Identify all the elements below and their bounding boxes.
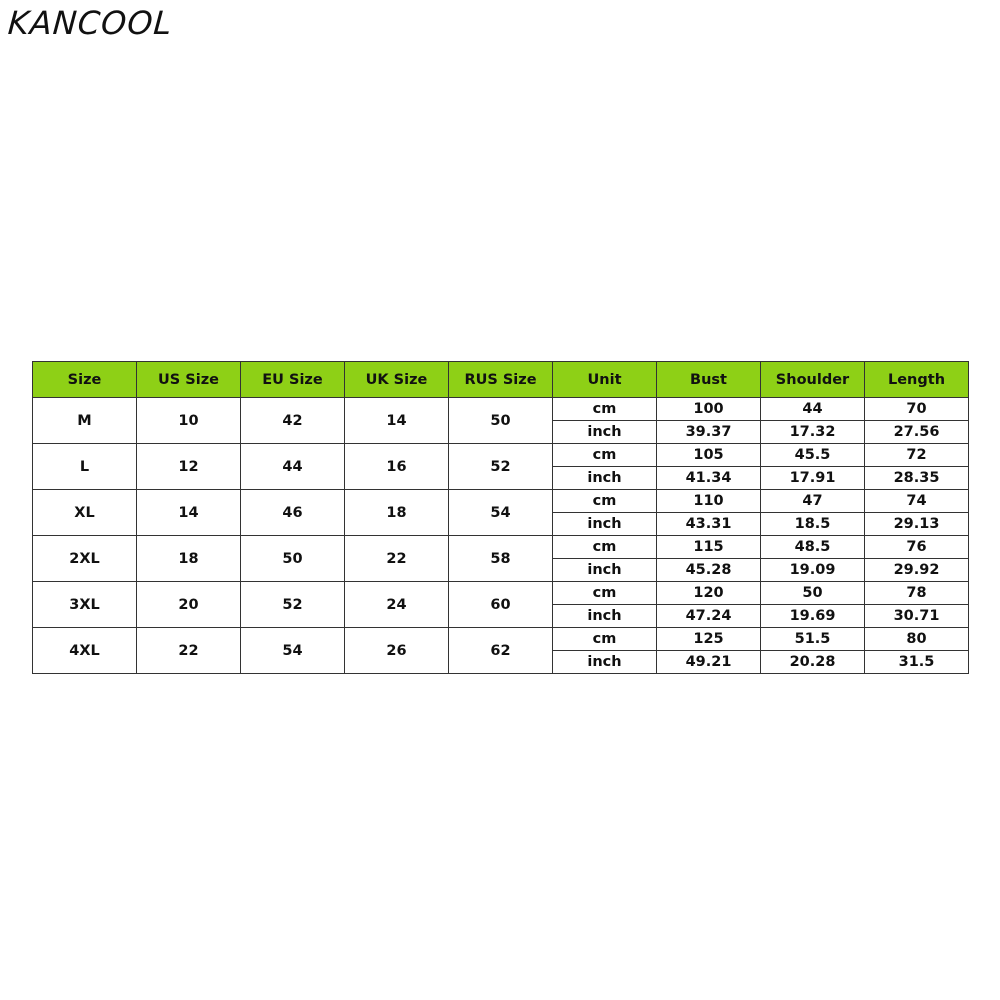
cell-uk-size: 22 [345,536,449,582]
cell-bust: 105 [657,444,761,467]
header-shoulder: Shoulder [761,362,865,398]
cell-length: 74 [865,490,969,513]
cell-shoulder: 19.69 [761,605,865,628]
cell-bust: 41.34 [657,467,761,490]
header-unit: Unit [553,362,657,398]
cell-uk-size: 26 [345,628,449,674]
cell-length: 72 [865,444,969,467]
cell-bust: 43.31 [657,513,761,536]
cell-eu-size: 46 [241,490,345,536]
cell-length: 70 [865,398,969,421]
cell-shoulder: 19.09 [761,559,865,582]
cell-size: 2XL [33,536,137,582]
cell-us-size: 20 [137,582,241,628]
cell-unit: cm [553,582,657,605]
cell-us-size: 12 [137,444,241,490]
cell-shoulder: 44 [761,398,865,421]
cell-unit: cm [553,490,657,513]
cell-shoulder: 17.32 [761,421,865,444]
header-eu-size: EU Size [241,362,345,398]
cell-us-size: 10 [137,398,241,444]
cell-shoulder: 48.5 [761,536,865,559]
cell-shoulder: 45.5 [761,444,865,467]
cell-uk-size: 24 [345,582,449,628]
cell-unit: inch [553,467,657,490]
cell-bust: 115 [657,536,761,559]
cell-size: 4XL [33,628,137,674]
header-size: Size [33,362,137,398]
cell-shoulder: 17.91 [761,467,865,490]
cell-unit: cm [553,398,657,421]
cell-us-size: 14 [137,490,241,536]
cell-uk-size: 18 [345,490,449,536]
table-row-4xl-cm [33,628,969,651]
cell-bust: 39.37 [657,421,761,444]
cell-unit: cm [553,444,657,467]
cell-length: 76 [865,536,969,559]
cell-size: L [33,444,137,490]
cell-unit: cm [553,536,657,559]
cell-bust: 110 [657,490,761,513]
cell-eu-size: 52 [241,582,345,628]
size-chart-table [32,361,969,674]
header-rus-size: RUS Size [449,362,553,398]
cell-uk-size: 16 [345,444,449,490]
cell-size: M [33,398,137,444]
table-row-3xl-cm [33,582,969,605]
cell-bust: 120 [657,582,761,605]
cell-shoulder: 20.28 [761,651,865,674]
cell-us-size: 18 [137,536,241,582]
size-chart-body [33,398,969,674]
cell-length: 30.71 [865,605,969,628]
cell-length: 29.92 [865,559,969,582]
cell-size: XL [33,490,137,536]
cell-uk-size: 14 [345,398,449,444]
cell-rus-size: 62 [449,628,553,674]
cell-eu-size: 50 [241,536,345,582]
table-row-l-cm [33,444,969,467]
cell-length: 78 [865,582,969,605]
cell-shoulder: 50 [761,582,865,605]
cell-length: 31.5 [865,651,969,674]
table-row-2xl-cm [33,536,969,559]
cell-shoulder: 18.5 [761,513,865,536]
cell-unit: inch [553,421,657,444]
header-length: Length [865,362,969,398]
cell-eu-size: 42 [241,398,345,444]
header-row [33,362,969,398]
cell-unit: inch [553,605,657,628]
cell-length: 29.13 [865,513,969,536]
table-row-xl-cm [33,490,969,513]
header-uk-size: UK Size [345,362,449,398]
table-row-m-cm [33,398,969,421]
header-us-size: US Size [137,362,241,398]
cell-length: 80 [865,628,969,651]
cell-length: 27.56 [865,421,969,444]
cell-rus-size: 58 [449,536,553,582]
cell-shoulder: 47 [761,490,865,513]
cell-rus-size: 60 [449,582,553,628]
cell-shoulder: 51.5 [761,628,865,651]
cell-length: 28.35 [865,467,969,490]
cell-bust: 100 [657,398,761,421]
cell-bust: 45.28 [657,559,761,582]
cell-unit: inch [553,559,657,582]
header-bust: Bust [657,362,761,398]
cell-unit: inch [553,513,657,536]
cell-bust: 49.21 [657,651,761,674]
size-chart-header [33,362,969,398]
cell-rus-size: 50 [449,398,553,444]
cell-unit: cm [553,628,657,651]
cell-unit: inch [553,651,657,674]
cell-rus-size: 54 [449,490,553,536]
cell-eu-size: 54 [241,628,345,674]
cell-rus-size: 52 [449,444,553,490]
cell-eu-size: 44 [241,444,345,490]
cell-size: 3XL [33,582,137,628]
cell-us-size: 22 [137,628,241,674]
cell-bust: 125 [657,628,761,651]
cell-bust: 47.24 [657,605,761,628]
brand-logo-text: KANCOOL [6,4,174,42]
